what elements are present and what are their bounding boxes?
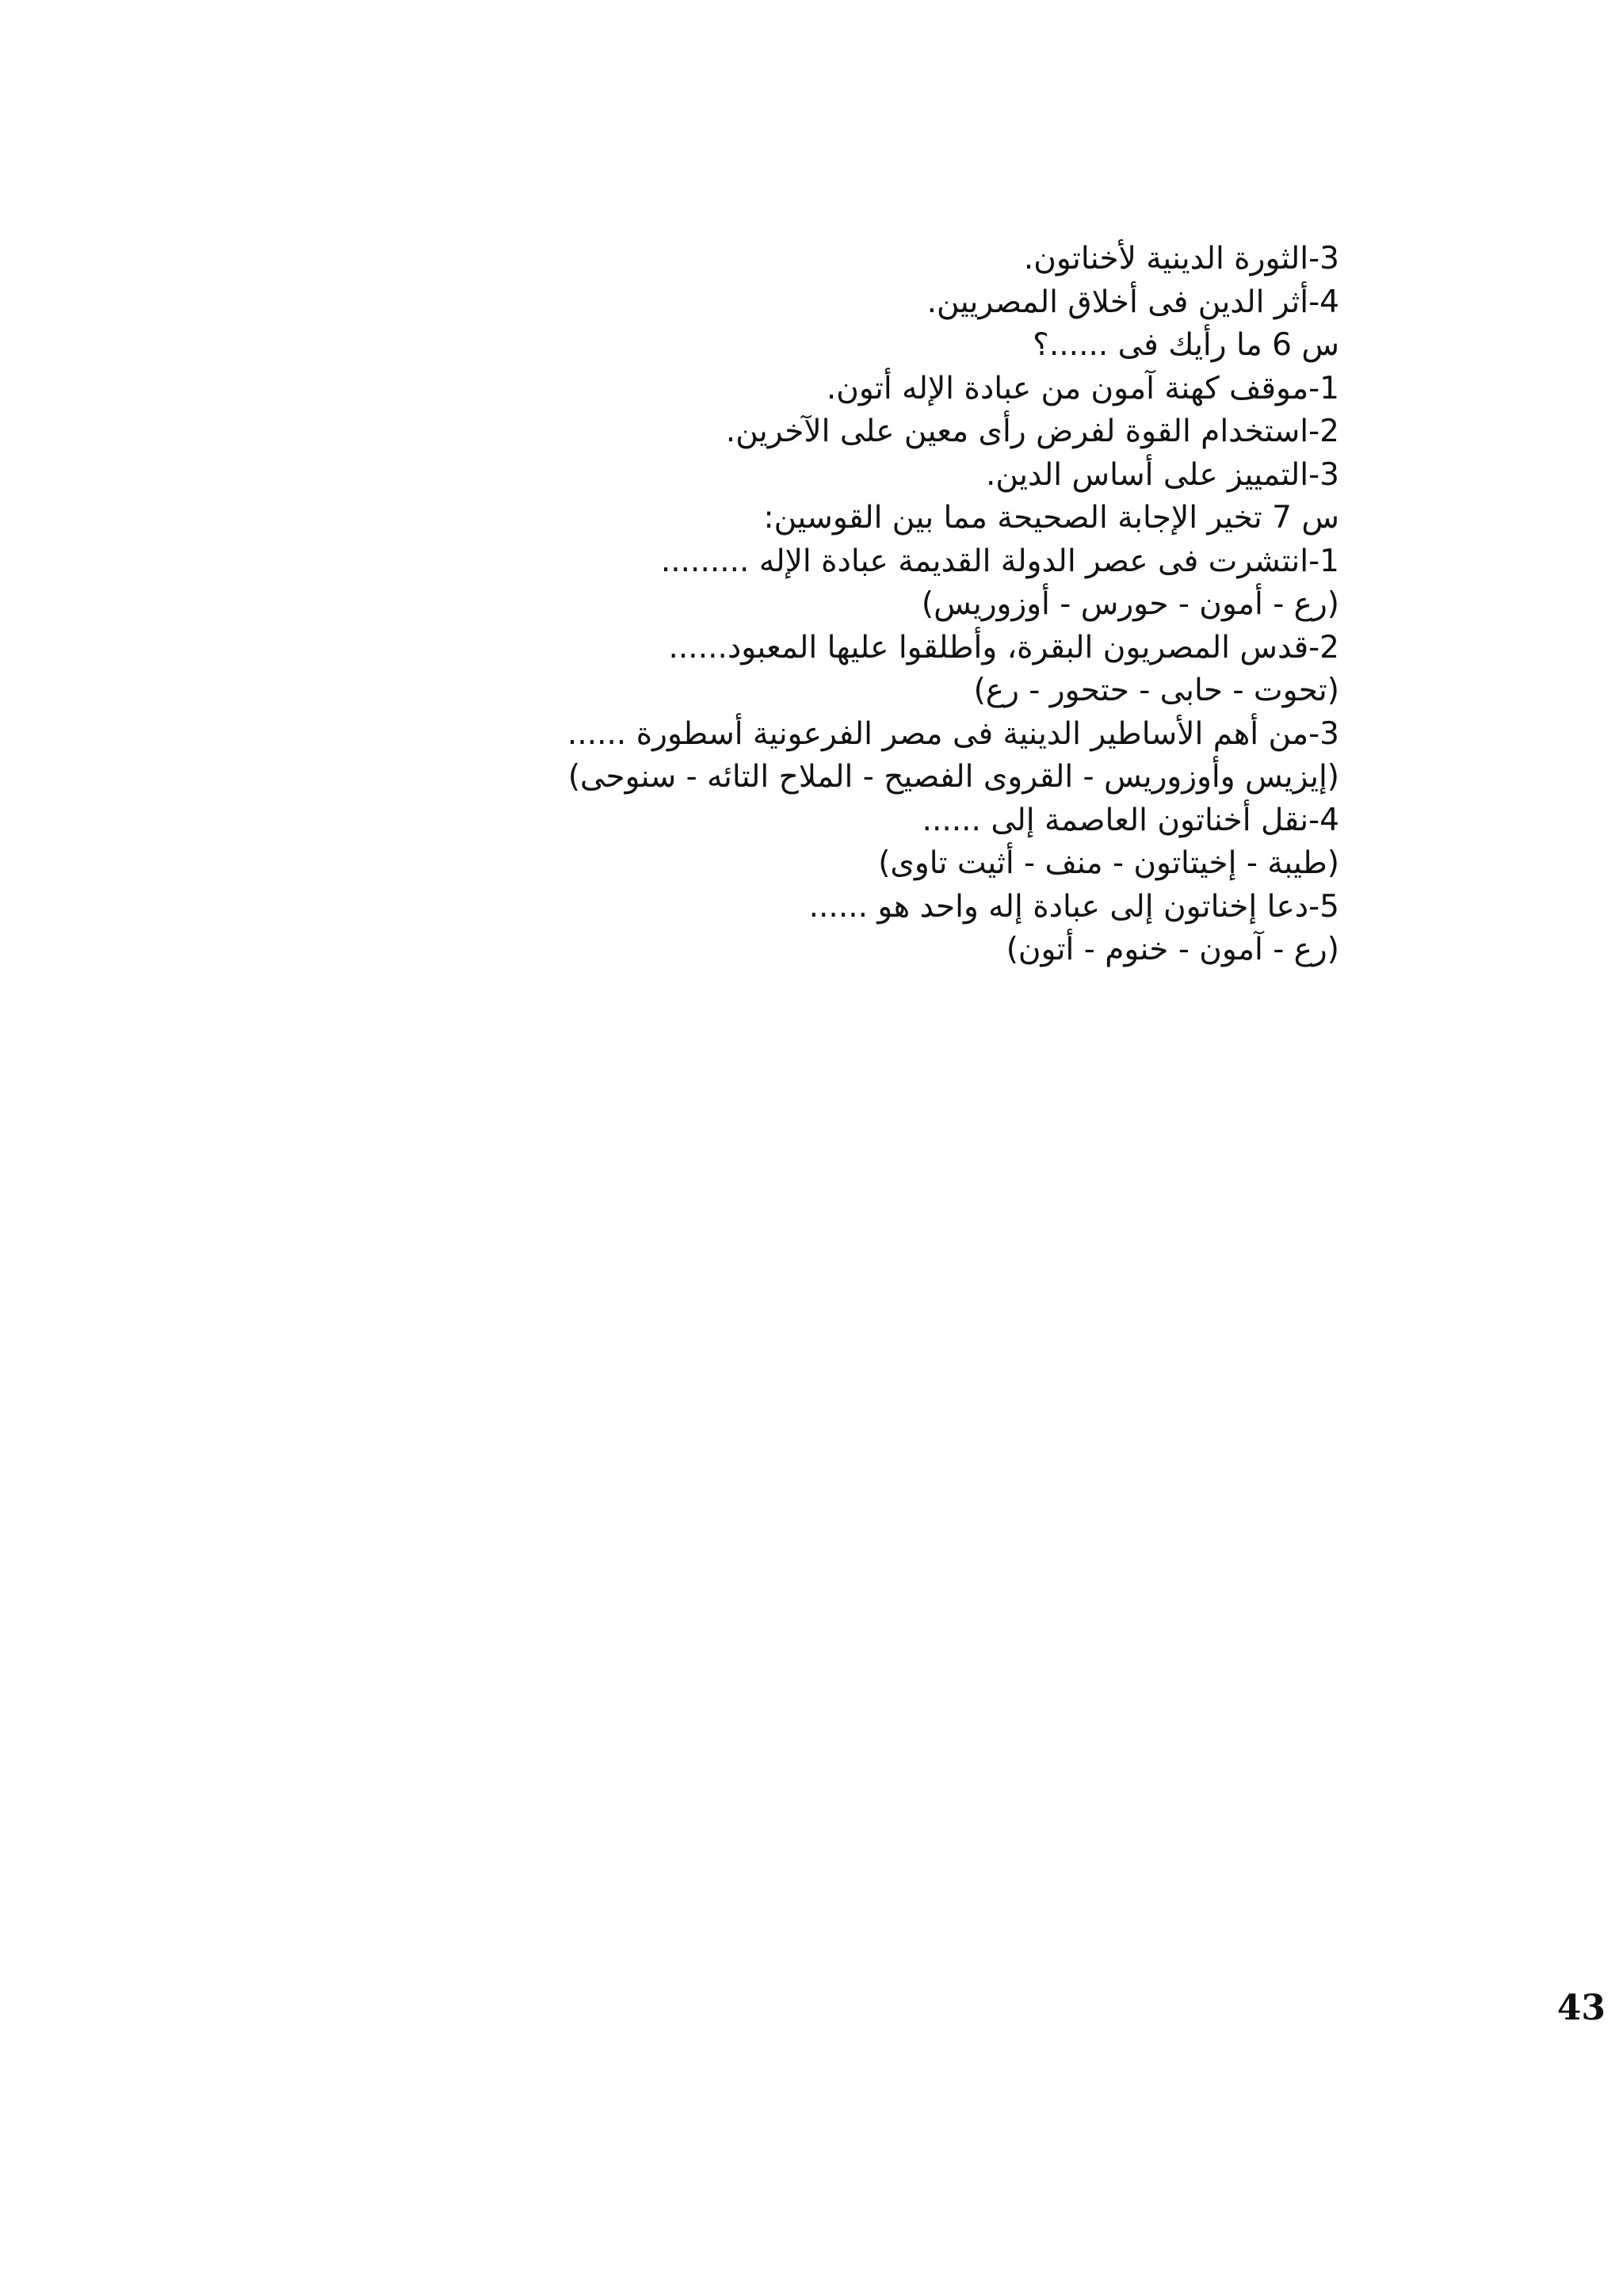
question-item: 5-دعا إخناتون إلى عبادة إله واحد هو ......	[808, 888, 1339, 925]
question-heading: س 6 ما رأيك فى ......؟	[1033, 327, 1339, 363]
question-item: 4-نقل أخناتون العاصمة إلى ......	[922, 802, 1339, 838]
text-line: 4-أثر الدين فى أخلاق المصريين.	[926, 284, 1339, 320]
answer-choices: (رع - أمون - حورس - أوزوريس)	[921, 586, 1339, 622]
answer-choices: (رع - آمون - خنوم - أتون)	[1006, 932, 1339, 967]
text-line: 2-استخدام القوة لفرض رأى معين على الآخرين.	[725, 414, 1339, 449]
text-line: 1-موقف كهنة آمون من عبادة الإله أتون.	[826, 370, 1339, 406]
page-number: 43	[1556, 1988, 1606, 2028]
question-item: 3-من أهم الأساطير الدينية فى مصر الفرعونية أسطورة ......	[567, 715, 1339, 752]
text-line: 3-الثورة الدينية لأخناتون.	[1023, 241, 1339, 277]
answer-choices: (تحوت - حابى - حتحور - رع)	[973, 673, 1339, 708]
text-line: 3-التمييز على أساس الدين.	[985, 456, 1339, 493]
answer-choices: (طيبة - إخيتاتون - منف - أثيت تاوى)	[878, 845, 1339, 881]
document-body	[388, 238, 1339, 972]
question-item: 2-قدس المصريون البقرة، وأطلقوا عليها المعبود......	[668, 629, 1339, 666]
answer-choices: (إيزيس وأوزوريس - القروى الفصيح - الملاح التائه - سنوحى)	[567, 759, 1339, 795]
question-heading: س 7 تخير الإجابة الصحيحة مما بين القوسين:	[763, 500, 1339, 536]
question-item: 1-انتشرت فى عصر الدولة القديمة عبادة الإله .........	[660, 543, 1339, 579]
